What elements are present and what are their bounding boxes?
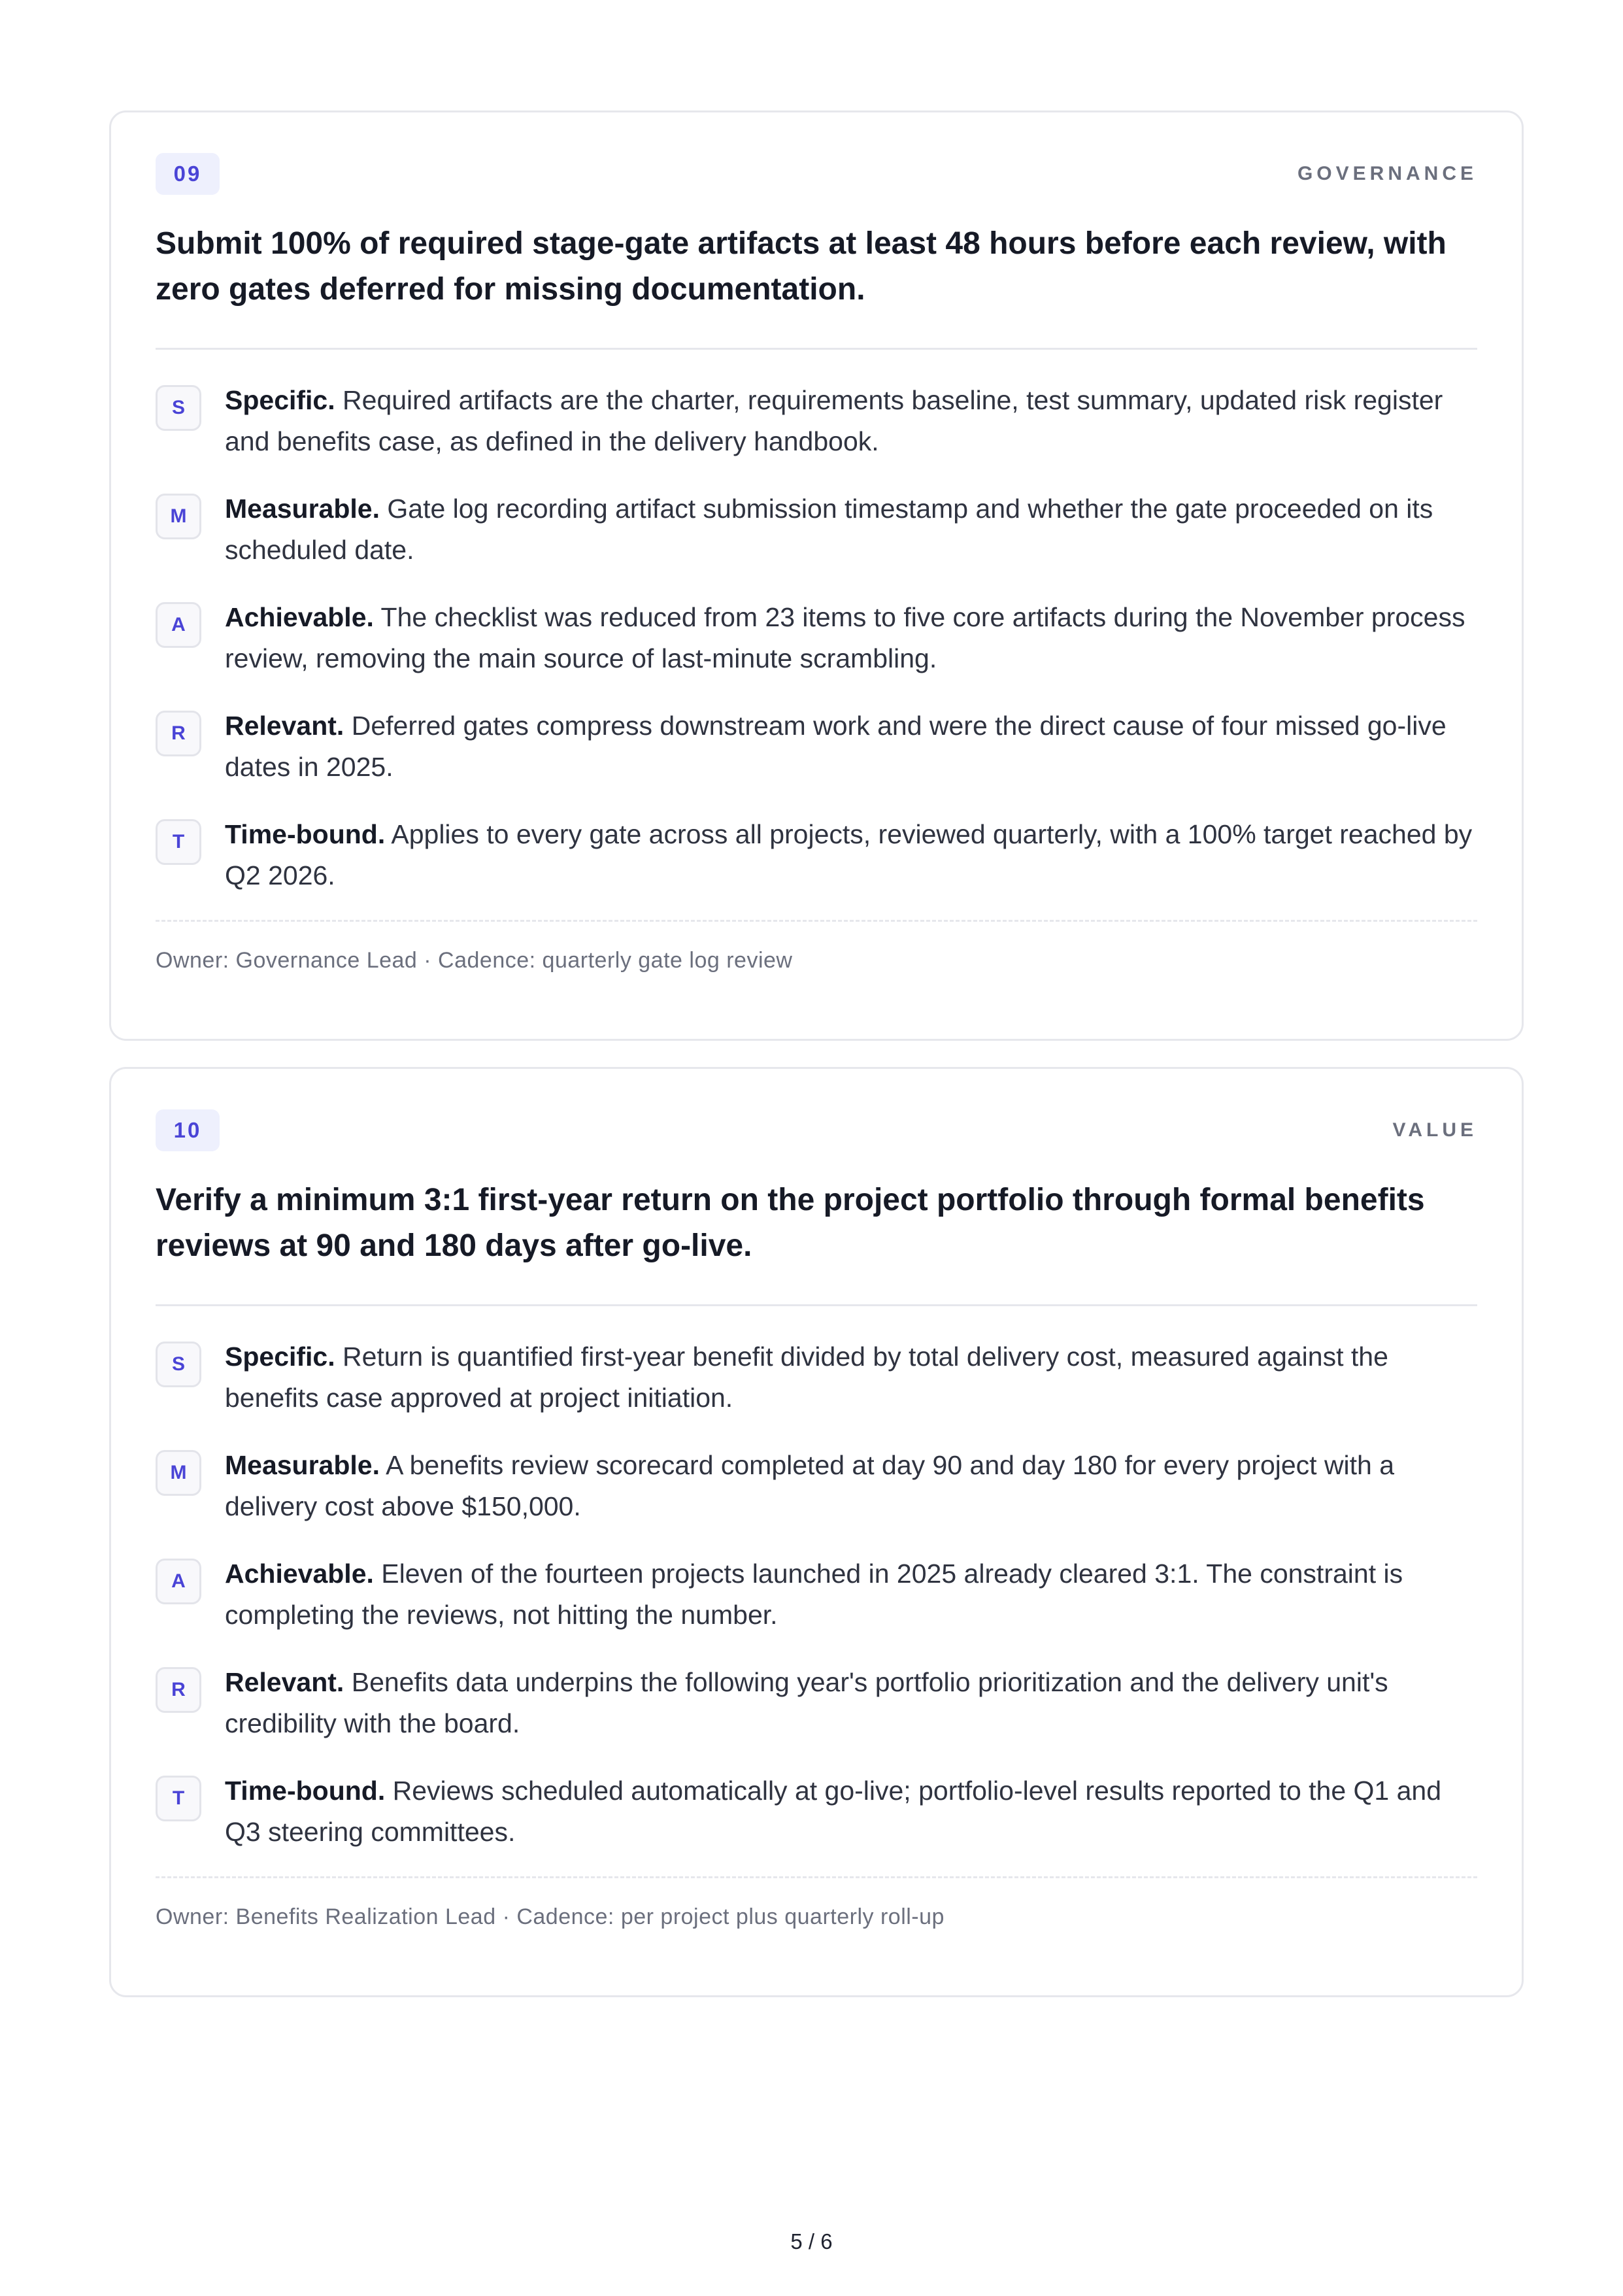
goal-title: Verify a minimum 3:1 first-year return on the project portfolio through formal benefits reviews at 90 and 180 days after go-live.	[156, 1183, 1425, 1263]
smart-item-measurable	[156, 1445, 1477, 1553]
criterion-label: Specific.	[225, 1342, 335, 1372]
criterion-text	[225, 1662, 1477, 1744]
criterion-label: Measurable.	[225, 494, 380, 524]
letter-badge: M	[156, 494, 201, 539]
letter-badge: S	[156, 1342, 201, 1387]
smart-criteria-list	[156, 380, 1477, 900]
letter-badge: S	[156, 385, 201, 431]
criterion-label: Relevant.	[225, 711, 344, 741]
criterion-label: Relevant.	[225, 1667, 344, 1697]
card-footer: Owner: Governance Lead · Cadence: quarterly gate log review	[156, 948, 793, 973]
criterion-label: Achievable.	[225, 1559, 374, 1589]
dashed-divider	[156, 920, 1477, 922]
letter-badge: R	[156, 711, 201, 756]
criterion-text	[225, 1445, 1477, 1527]
criterion-description: Gate log recording artifact submission timestamp and whether the gate proceeded on its scheduled date.	[225, 494, 1433, 565]
criterion-label: Achievable.	[225, 602, 374, 632]
criterion-text	[225, 705, 1477, 788]
criterion-description: Required artifacts are the charter, requirements baseline, test summary, updated risk register and benefits case, as defined in the delivery handbook.	[225, 385, 1443, 456]
letter-badge: T	[156, 1776, 201, 1821]
card-header	[156, 1109, 1477, 1151]
smart-item-achievable	[156, 597, 1477, 705]
criterion-description: Benefits data underpins the following year's portfolio prioritization and the delivery unit's credibility with the board.	[225, 1667, 1388, 1738]
criterion-description: Applies to every gate across all projects, reviewed quarterly, with a 100% target reached by Q2 2026.	[225, 819, 1473, 890]
criterion-text	[225, 380, 1477, 462]
smart-item-relevant	[156, 1662, 1477, 1770]
letter-badge: M	[156, 1450, 201, 1496]
criterion-description: Reviews scheduled automatically at go-live; portfolio-level results reported to the Q1 and Q3 steering committees.	[225, 1776, 1442, 1847]
letter-badge: T	[156, 819, 201, 865]
goal-number-badge: 09	[156, 153, 220, 195]
criterion-label: Specific.	[225, 385, 335, 415]
page-number: 5 / 6	[790, 2229, 833, 2254]
goal-title: Submit 100% of required stage-gate artifacts at least 48 hours before each review, with zero gates deferred for missing documentation.	[156, 226, 1447, 307]
smart-item-achievable	[156, 1553, 1477, 1662]
smart-item-time-bound	[156, 814, 1477, 900]
smart-item-specific	[156, 380, 1477, 488]
criterion-label: Time-bound.	[225, 1776, 386, 1806]
smart-item-specific	[156, 1336, 1477, 1445]
letter-badge: A	[156, 602, 201, 648]
criterion-text	[225, 1336, 1477, 1419]
card-header	[156, 153, 1477, 195]
criterion-description: A benefits review scorecard completed at day 90 and day 180 for every project with a delivery cost above $150,000.	[225, 1450, 1395, 1521]
criterion-label: Time-bound.	[225, 819, 386, 849]
criterion-text	[225, 488, 1477, 571]
criterion-description: Return is quantified first-year benefit divided by total delivery cost, measured against the benefits case approved at project initiation.	[225, 1342, 1388, 1413]
smart-item-measurable	[156, 488, 1477, 597]
divider	[156, 348, 1477, 350]
criterion-label: Measurable.	[225, 1450, 380, 1480]
letter-badge: A	[156, 1559, 201, 1604]
card-footer: Owner: Benefits Realization Lead · Cadence: per project plus quarterly roll-up	[156, 1904, 945, 1929]
smart-item-relevant	[156, 705, 1477, 814]
criterion-text	[225, 597, 1477, 679]
divider	[156, 1304, 1477, 1306]
letter-badge: R	[156, 1667, 201, 1713]
smart-criteria-list	[156, 1336, 1477, 1857]
dashed-divider	[156, 1876, 1477, 1878]
criterion-text	[225, 814, 1477, 896]
criterion-description: Eleven of the fourteen projects launched in 2025 already cleared 3:1. The constraint is completing the reviews, not hitting the number.	[225, 1559, 1403, 1630]
criterion-description: The checklist was reduced from 23 items to five core artifacts during the November process review, removing the main source of last-minute scrambling.	[225, 602, 1465, 673]
goal-number-badge: 10	[156, 1109, 220, 1151]
goal-card-governance	[109, 110, 1524, 1041]
smart-item-time-bound	[156, 1770, 1477, 1857]
criterion-description: Deferred gates compress downstream work and were the direct cause of four missed go-live dates in 2025.	[225, 711, 1447, 782]
goal-card-value	[109, 1067, 1524, 1997]
criterion-text	[225, 1553, 1477, 1636]
criterion-text	[225, 1770, 1477, 1853]
goal-category: GOVERNANCE	[1297, 163, 1477, 184]
goal-category: VALUE	[1392, 1119, 1477, 1141]
